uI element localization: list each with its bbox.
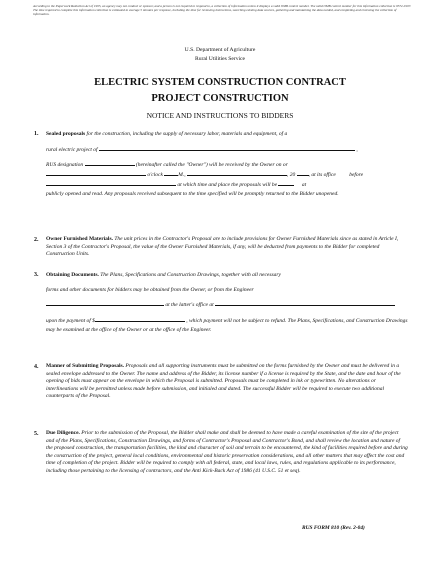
document-heading: NOTICE AND INSTRUCTIONS TO BIDDERS bbox=[146, 111, 294, 120]
section-5-number: 5. bbox=[34, 431, 39, 437]
document-title: ELECTRIC SYSTEM CONSTRUCTION CONTRACT bbox=[94, 77, 346, 88]
section-2-number: 2. bbox=[34, 237, 39, 243]
section-1-text-5: (hereinafter called the "Owner") will be received by the Owner on or bbox=[135, 162, 288, 169]
section-2 bbox=[46, 236, 408, 259]
section-1-text-7: M., bbox=[178, 172, 186, 179]
opening-time-field[interactable] bbox=[278, 180, 294, 186]
section-1-heading: Sealed proposals bbox=[46, 131, 86, 137]
section-4 bbox=[46, 363, 408, 401]
section-1-text-1: for the construction, including the supply of necessary labor, materials and equipment, of a bbox=[86, 131, 288, 137]
ampm-field[interactable] bbox=[164, 170, 178, 176]
section-3-text-5: , which payment will not be subject to refund. The Plans, Specifications, and Construction Drawings may be examined at the office of the Owner or at the office of the Engineer. bbox=[46, 318, 408, 333]
form-number: RUS FORM 810 (Rev. 2-04) bbox=[302, 525, 365, 531]
document-subtitle: PROJECT CONSTRUCTION bbox=[151, 93, 289, 104]
section-1-text-6: o'clock bbox=[147, 172, 163, 179]
section-1-text-3: , bbox=[356, 146, 358, 153]
section-1-text-12: at bbox=[301, 181, 307, 188]
project-name-field[interactable] bbox=[99, 145, 358, 153]
section-4-heading: Manner of Submitting Proposals. bbox=[46, 363, 125, 369]
section-3-text-2: forms and other documents for bidders may be obtained from the Owner, or from the Engineer bbox=[46, 286, 254, 293]
month-day-field[interactable] bbox=[187, 170, 287, 176]
section-1-text-13: publicly opened and read. Any proposals received subsequent to the time specified will be promptly returned to the Bidder unopened. bbox=[46, 190, 339, 197]
section-1-text-4: RUS designation bbox=[46, 162, 84, 169]
section-4-text: Proposals and all supporting instruments must be submitted on the forms furnished by the Owner and must be delivered in a sealed envelope addressed to the Owner. The name and address of the Bidder, its license number if a license is required by the State, and the date and hour of the opening of bids must appear on the envelope in which the Proposal is submitted. Proposals must be completed in ink or typewritten. No alterations or interlineations will be permitted unless made before submission, and initialed and dated. The successful Bidder will be required to execute two additional counterparts of the Proposal. bbox=[46, 363, 401, 400]
section-1-text-11: at which time and place the proposals will be bbox=[177, 181, 278, 188]
year-field[interactable] bbox=[297, 170, 309, 176]
rus-designation-field[interactable] bbox=[85, 160, 135, 166]
engineer-name-field[interactable] bbox=[46, 300, 164, 306]
section-1-text-10: before bbox=[349, 172, 364, 179]
section-1 bbox=[46, 130, 408, 198]
section-1-number: 1. bbox=[34, 131, 39, 137]
department-name: U.S. Department of Agriculture bbox=[184, 47, 256, 53]
paperwork-reduction-notice: According to the Paperwork Reduction Act of 1995, an agency may not conduct or sponsor, and a person is not required to respond to, a collection of information unless it displays a valid OMB control number. The valid OMB control number for this information collection is 0572-0107. The time required to complete this information collection is estimated to average 5 minutes per response, including the time for reviewing instructions, searching existing data sources, gathering and maintaining the data needed, and completing and reviewing the collection of information. bbox=[33, 4, 412, 17]
section-5-heading: Due Diligence. bbox=[46, 430, 80, 436]
section-1-text-8: , 20 bbox=[287, 172, 296, 179]
section-3-text-3: at the latter's office at bbox=[165, 302, 214, 309]
section-2-text: The unit prices in the Contractor's Proposal are to include provisions for Owner Furnished Materials since as stated in Article I, Section 3 of the Contractor's Proposal, the value of the Owner Furnished Materials, if any, will be deducted from payments to the Bidder for completed Construction Units. bbox=[46, 236, 399, 258]
section-3-number: 3. bbox=[34, 272, 39, 278]
section-3-text-4: upon the payment of $ bbox=[46, 318, 95, 325]
section-3 bbox=[46, 271, 408, 335]
payment-amount-field[interactable] bbox=[95, 316, 185, 322]
engineer-office-field[interactable] bbox=[215, 300, 395, 306]
section-2-heading: Owner Furnished Materials. bbox=[46, 236, 113, 242]
office-address-field[interactable] bbox=[46, 180, 176, 186]
service-name: Rural Utilities Service bbox=[194, 56, 246, 62]
section-1-text-2: rural electric project of bbox=[46, 146, 98, 153]
section-5 bbox=[46, 430, 408, 476]
date-field[interactable] bbox=[46, 170, 146, 176]
section-5-text: Prior to the submission of the Proposal, the Bidder shall make and shall be deemed to have made a careful examination of the site of the project and of the Plans, Specifications, Construction Drawings, and forms of Contractor's Proposal and Contractor's Bond, and shall review the location and nature of the proposed construction, the transportation facilities, the kind and character of soil and terrain to be encountered, the kind of facilities required before and during the construction of the project, general local conditions, environmental and historic preservation considerations, and all other matters that may affect the cost and time of completion of the project. Bidder will be required to comply with all federal, state, and local laws, rules, and regulations applicable to its performance, including those pertaining to the licensing of contractors, and the Anti Kick-Back Act of 1986 (41 U.S.C. 51 et seq). bbox=[46, 430, 408, 474]
section-3-heading: Obtaining Documents. bbox=[46, 272, 99, 278]
section-4-number: 4. bbox=[34, 364, 39, 370]
section-3-text-1: The Plans, Specifications and Construction Drawings, together with all necessary bbox=[100, 272, 281, 278]
section-1-text-9: , at its office bbox=[308, 172, 336, 179]
